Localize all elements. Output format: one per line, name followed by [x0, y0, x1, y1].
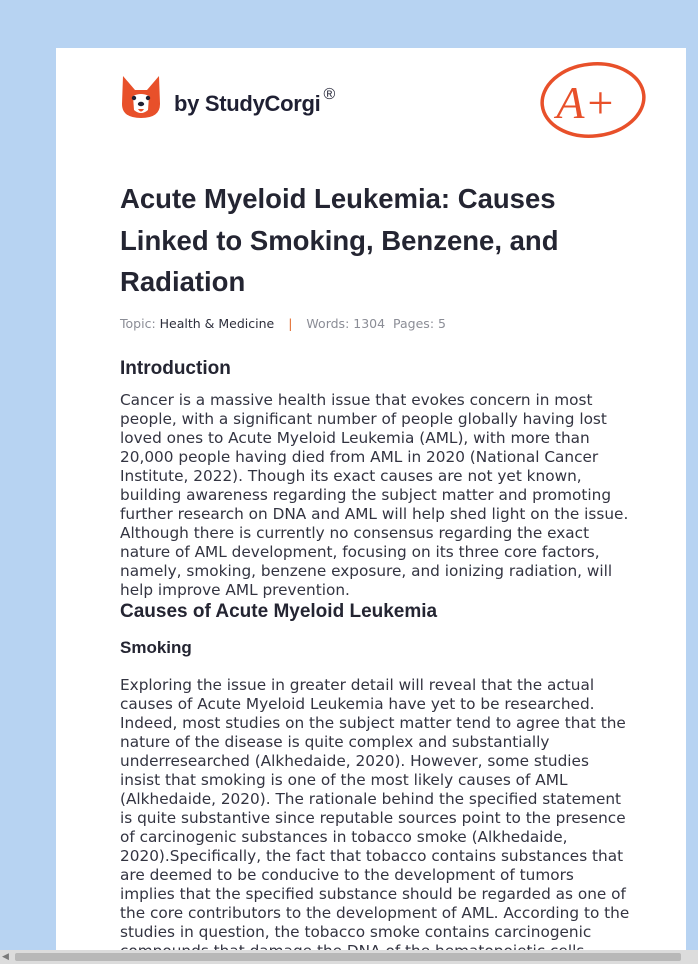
topic-label: Topic:: [120, 315, 156, 331]
article-meta: [120, 316, 632, 331]
article-title: Acute Myeloid Leukemia: Causes Linked to Smoking, Benzene, and Radiation: [120, 183, 559, 297]
document-page: [56, 48, 686, 950]
word-count: Words: 1304: [306, 315, 386, 331]
page-count: Pages: 5: [393, 315, 446, 331]
scrollbar-thumb[interactable]: [15, 953, 681, 961]
meta-separator: |: [288, 315, 293, 331]
introduction-heading: Introduction: [120, 357, 231, 379]
logo-text: by StudyCorgi ®: [174, 85, 335, 116]
registered-mark: ®: [323, 85, 335, 103]
topic-link[interactable]: Health & Medicine: [159, 315, 275, 331]
page-header: [56, 48, 686, 168]
grade-a-plus-badge: [538, 60, 648, 140]
corgi-logo-icon: [120, 74, 162, 120]
causes-heading: Causes of Acute Myeloid Leukemia: [120, 600, 438, 622]
smoking-paragraph: Exploring the issue in greater detail will reveal that the actual causes of Acute Myeloid Leukemia have yet to be researched. Indeed, most studies on the subject matter tend to agree that the nature of the disease is quite complex and substantially underresearched (Alkhedaide, 2020). However, some studies insist that smoking is one of the most likely causes of AML (Alkhedaide, 2020). The rationale behind the specified statement is quite substantive since reputable sources point to the presence of carcinogenic substances in tobacco smoke (Alkhedaide, 2020).Specifically, the fact that tobacco contains substances that are deemed to be conducive to the development of tumors implies that the specified substance should be regarded as one of the core contributors to the development of AML. According to the studies in question, the tobacco smoke contains carcinogenic: [120, 675, 630, 941]
studycorgi-logo[interactable]: [120, 74, 335, 120]
smoking-heading: Smoking: [120, 637, 192, 657]
grade-text: A+: [556, 77, 616, 128]
horizontal-scrollbar[interactable]: [0, 950, 698, 964]
scroll-left-arrow-icon[interactable]: ◀: [2, 952, 9, 962]
article-content: [120, 178, 632, 961]
introduction-paragraph: Cancer is a massive health issue that evokes concern in most people, with a significant number of people globally having lost loved ones to Acute Myeloid Leukemia (AML), with more than 20,000 people having died from AML in 2020 (National Cancer Institute, 2022). Though its exact causes are not yet known, building awareness regarding the subject matter and promoting further research on DNA and AML will help shed light on the issue. Although there is currently no consensus regarding the exact nature of AML development, focusing on its three core factors, namely, smoking, benzene exposure, and ionizing radiation, will help improve AML prevention.: [120, 390, 629, 599]
